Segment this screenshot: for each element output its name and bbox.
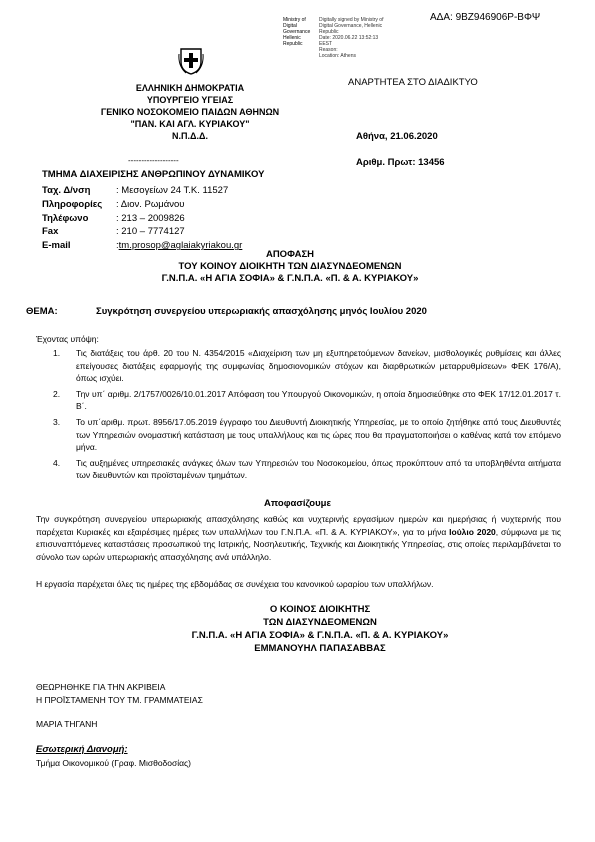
signature-label: Ministry of Digital [283,17,306,29]
list-item-text: Τις διατάξεις του άρθ. 20 του Ν. 4354/2015 «Διαχείριση των μη εξυπηρετούμενων δανείων, μισθολογικές ρυθμίσεις και άλλες επείγουσες διατάξεις εφαρμογής της συμφωνίας δημοσιονομικών στόχων και διαρθρωτικών μεταρρυθμίσεων» ΦΕΚ 176/Α), όπως ισχύει. [76,348,561,384]
contact-key: E-mail [42,240,71,252]
document-date: Αθήνα, 21.06.2020 [356,131,438,142]
contact-row [42,184,242,198]
contact-info [42,184,242,253]
department-name: ΤΜΗΜΑ ΔΙΑΧΕΙΡΙΣΗΣ ΑΝΘΡΩΠΙΝΟΥ ΔΥΝΑΜΙΚΟΥ [42,169,265,180]
header-line: ΕΛΛΗΝΙΚΗ ΔΗΜΟΚΡΑΤΙΑ [135,83,245,93]
publish-notice: ΑΝΑΡΤΗΤΕΑ ΣΤΟ ΔΙΑΔΙΚΤΥΟ [348,77,478,88]
ada-code: ΑΔΑ: 9ΒΖ946906Ρ-ΒΦΨ [430,12,541,23]
header-line: ΓΕΝΙΚΟ ΝΟΣΟΚΟΜΕΙΟ ΠΑΙΔΩΝ ΑΘΗΝΩΝ [100,107,280,117]
decision-note: Η εργασία παρέχεται όλες τις ημέρες της εβδομάδας σε συνέχεια του κανονικού ωραρίου των υπαλλήλων. [36,579,434,589]
subject-line [26,306,427,317]
list-item [36,388,561,413]
considering-heading: Έχοντας υπόψη: [36,334,99,344]
contact-value: : Μεσογείων 24 Τ.Κ. 11527 [116,185,229,196]
decision-body [36,513,561,563]
signer-line: ΤΩΝ ΔΙΑΣΥΝΔΕΟΜΕΝΩΝ [263,617,377,628]
list-item-number: 1. [53,348,61,358]
header-line: ΥΠΟΥΡΓΕΙΟ ΥΓΕΙΑΣ [146,95,234,105]
contact-value: : Διον. Ρωμάνου [116,198,185,210]
signature-value: Republic [319,29,339,35]
contact-key: Τηλέφωνο [42,212,89,224]
signer-block [120,603,520,655]
list-item [36,347,561,385]
signature-value: Reason: [319,47,338,53]
signer-line: Ο ΚΟΙΝΟΣ ΔΙΟΙΚΗΤΗΣ [269,604,371,615]
contact-key: Fax [42,226,59,238]
verifier-name: ΜΑΡΙΑ ΤΗΓΑΝΗ [36,719,98,729]
list-item-text: Το υπ΄αριθμ. πρωτ. 8956/17.05.2019 έγγραφο του Διευθυντή Διοικητικής Υπηρεσίας, με το οποίο ζητήθηκε από τους Διευθυντές των Υπηρεσιών ονομαστική κατάσταση με τους υπαλλήλους και τις ώρες που θα πραγματοποιήσει ο καθένας κατά τον επόμενο μήνα. [76,416,561,453]
signature-value: Digital Governance, Hellenic [319,23,383,29]
contact-value: : 213 – 2009826 [116,212,185,224]
list-item-number: 4. [53,457,61,468]
contact-value: : 210 – 7774127 [116,226,185,238]
contact-value: : [116,240,119,252]
distribution-recipient: Τμήμα Οικονομικού (Γραφ. Μισθοδοσίας) [36,758,191,768]
list-item [36,457,561,482]
separator-dashes: ------------------- [128,156,179,165]
signature-label: Hellenic Republic [283,35,303,47]
signer-line: Γ.Ν.Π.Α. «Η ΑΓΙΑ ΣΟΦΙΑ» & Γ.Ν.Π.Α. «Π. & Α. ΚΥΡΙΑΚΟΥ» [191,630,449,641]
decision-heading: Αποφασίζουμε [264,498,331,509]
signature-label: Governance [283,29,311,35]
email-link[interactable]: tm.prosop@aglaiakyriakou.gr [118,240,243,252]
signature-value: Location: Athens [319,53,356,59]
signer-name: ΕΜΜΑΝΟΥΗΛ ΠΑΠΑΣΑΒΒΑΣ [254,643,386,654]
digital-signature-block [283,17,393,59]
signature-value: Date: 2020.06.22 13:52:13 EEST [319,35,379,47]
subject-text: Συγκρότηση συνεργείου υπερωριακής απασχόλησης μηνός Ιουλίου 2020 [96,306,427,317]
considerations-list [36,347,561,485]
decision-body-text: , σύμφωνα με τις επισυναπτόμενες καταστάσεις προσωπικού της Ιατρικής, Νοσηλευτικής, Τεχνικής και Διοικητικής Υπηρεσίας, στις οποίες περιλαμβάνεται το σύνολο των ωρών υπερωριακής απασχόλησης ανά υπάλληλο. [36,526,561,562]
contact-row [42,212,242,226]
decision-title-line: Γ.Ν.Π.Α. «Η ΑΓΙΑ ΣΟΦΙΑ» & Γ.Ν.Π.Α. «Π. & Α. ΚΥΡΙΑΚΟΥ» [161,273,419,284]
list-item-text: Την υπ΄ αριθμ. 2/1757/0026/10.01.2017 Απόφαση του Υπουργού Οικονομικών, η οποία δημοσιεύθηκε στο ΦΕΚ 17/12.01.2017 τ. Β΄. [76,388,561,412]
issuer-header [80,82,300,142]
verification-line: Η ΠΡΟΪΣΤΑΜΕΝΗ ΤΟΥ ΤΜ. ΓΡΑΜΜΑΤΕΙΑΣ [36,694,203,705]
contact-row [42,198,242,212]
decision-month: Ιούλιο 2020 [449,526,496,537]
contact-key: Πληροφορίες [42,198,103,210]
header-line: "ΠΑΝ. ΚΑΙ ΑΓΛ. ΚΥΡΙΑΚΟΥ" [130,119,250,129]
subject-label: ΘΕΜΑ: [26,306,58,317]
decision-title [100,249,480,285]
decision-title-line: ΑΠΟΦΑΣΗ [265,249,315,260]
greek-coat-of-arms-icon [178,46,204,76]
protocol-number: Αριθμ. Πρωτ: 13456 [356,157,445,168]
list-item-text: Τις αυξημένες υπηρεσιακές ανάγκες όλων των Υπηρεσιών του Νοσοκομείου, όπως προκύπτουν από τα υποβληθέντα αιτήματα των διευθυντών και προϊσταμένων τμημάτων. [76,457,561,481]
distribution-heading: Εσωτερική Διανομή: [36,744,128,755]
verification-block [36,681,203,706]
list-item-number: 2. [53,388,61,399]
verification-line: ΘΕΩΡΗΘΗΚΕ ΓΙΑ ΤΗΝ ΑΚΡΙΒΕΙΑ [36,682,166,692]
decision-title-line: ΤΟΥ ΚΟΙΝΟΥ ΔΙΟΙΚΗΤΗ ΤΩΝ ΔΙΑΣΥΝΔΕΟΜΕΝΩΝ [178,261,402,272]
signature-value: Digitally signed by Ministry of [319,17,384,23]
contact-row [42,225,242,239]
contact-key: Ταχ. Δ/νση [42,185,91,196]
list-item [36,416,561,454]
header-line: Ν.Π.Δ.Δ. [172,131,208,141]
decision-body-text: Την συγκρότηση συνεργείου υπερωριακής απασχόλησης καθώς και νυχτερινής εργασίμων ημερών και ημερήσιας ή νυχτερινής που παρέχεται Κυριακές και εξαιρέσιμες ημέρες των υπαλλήλων του Γ.Ν.Π.Α. «Π. & Α. ΚΥΡΙΑΚΟΥ», για το μήνα [36,514,561,537]
list-item-number: 3. [53,416,61,427]
